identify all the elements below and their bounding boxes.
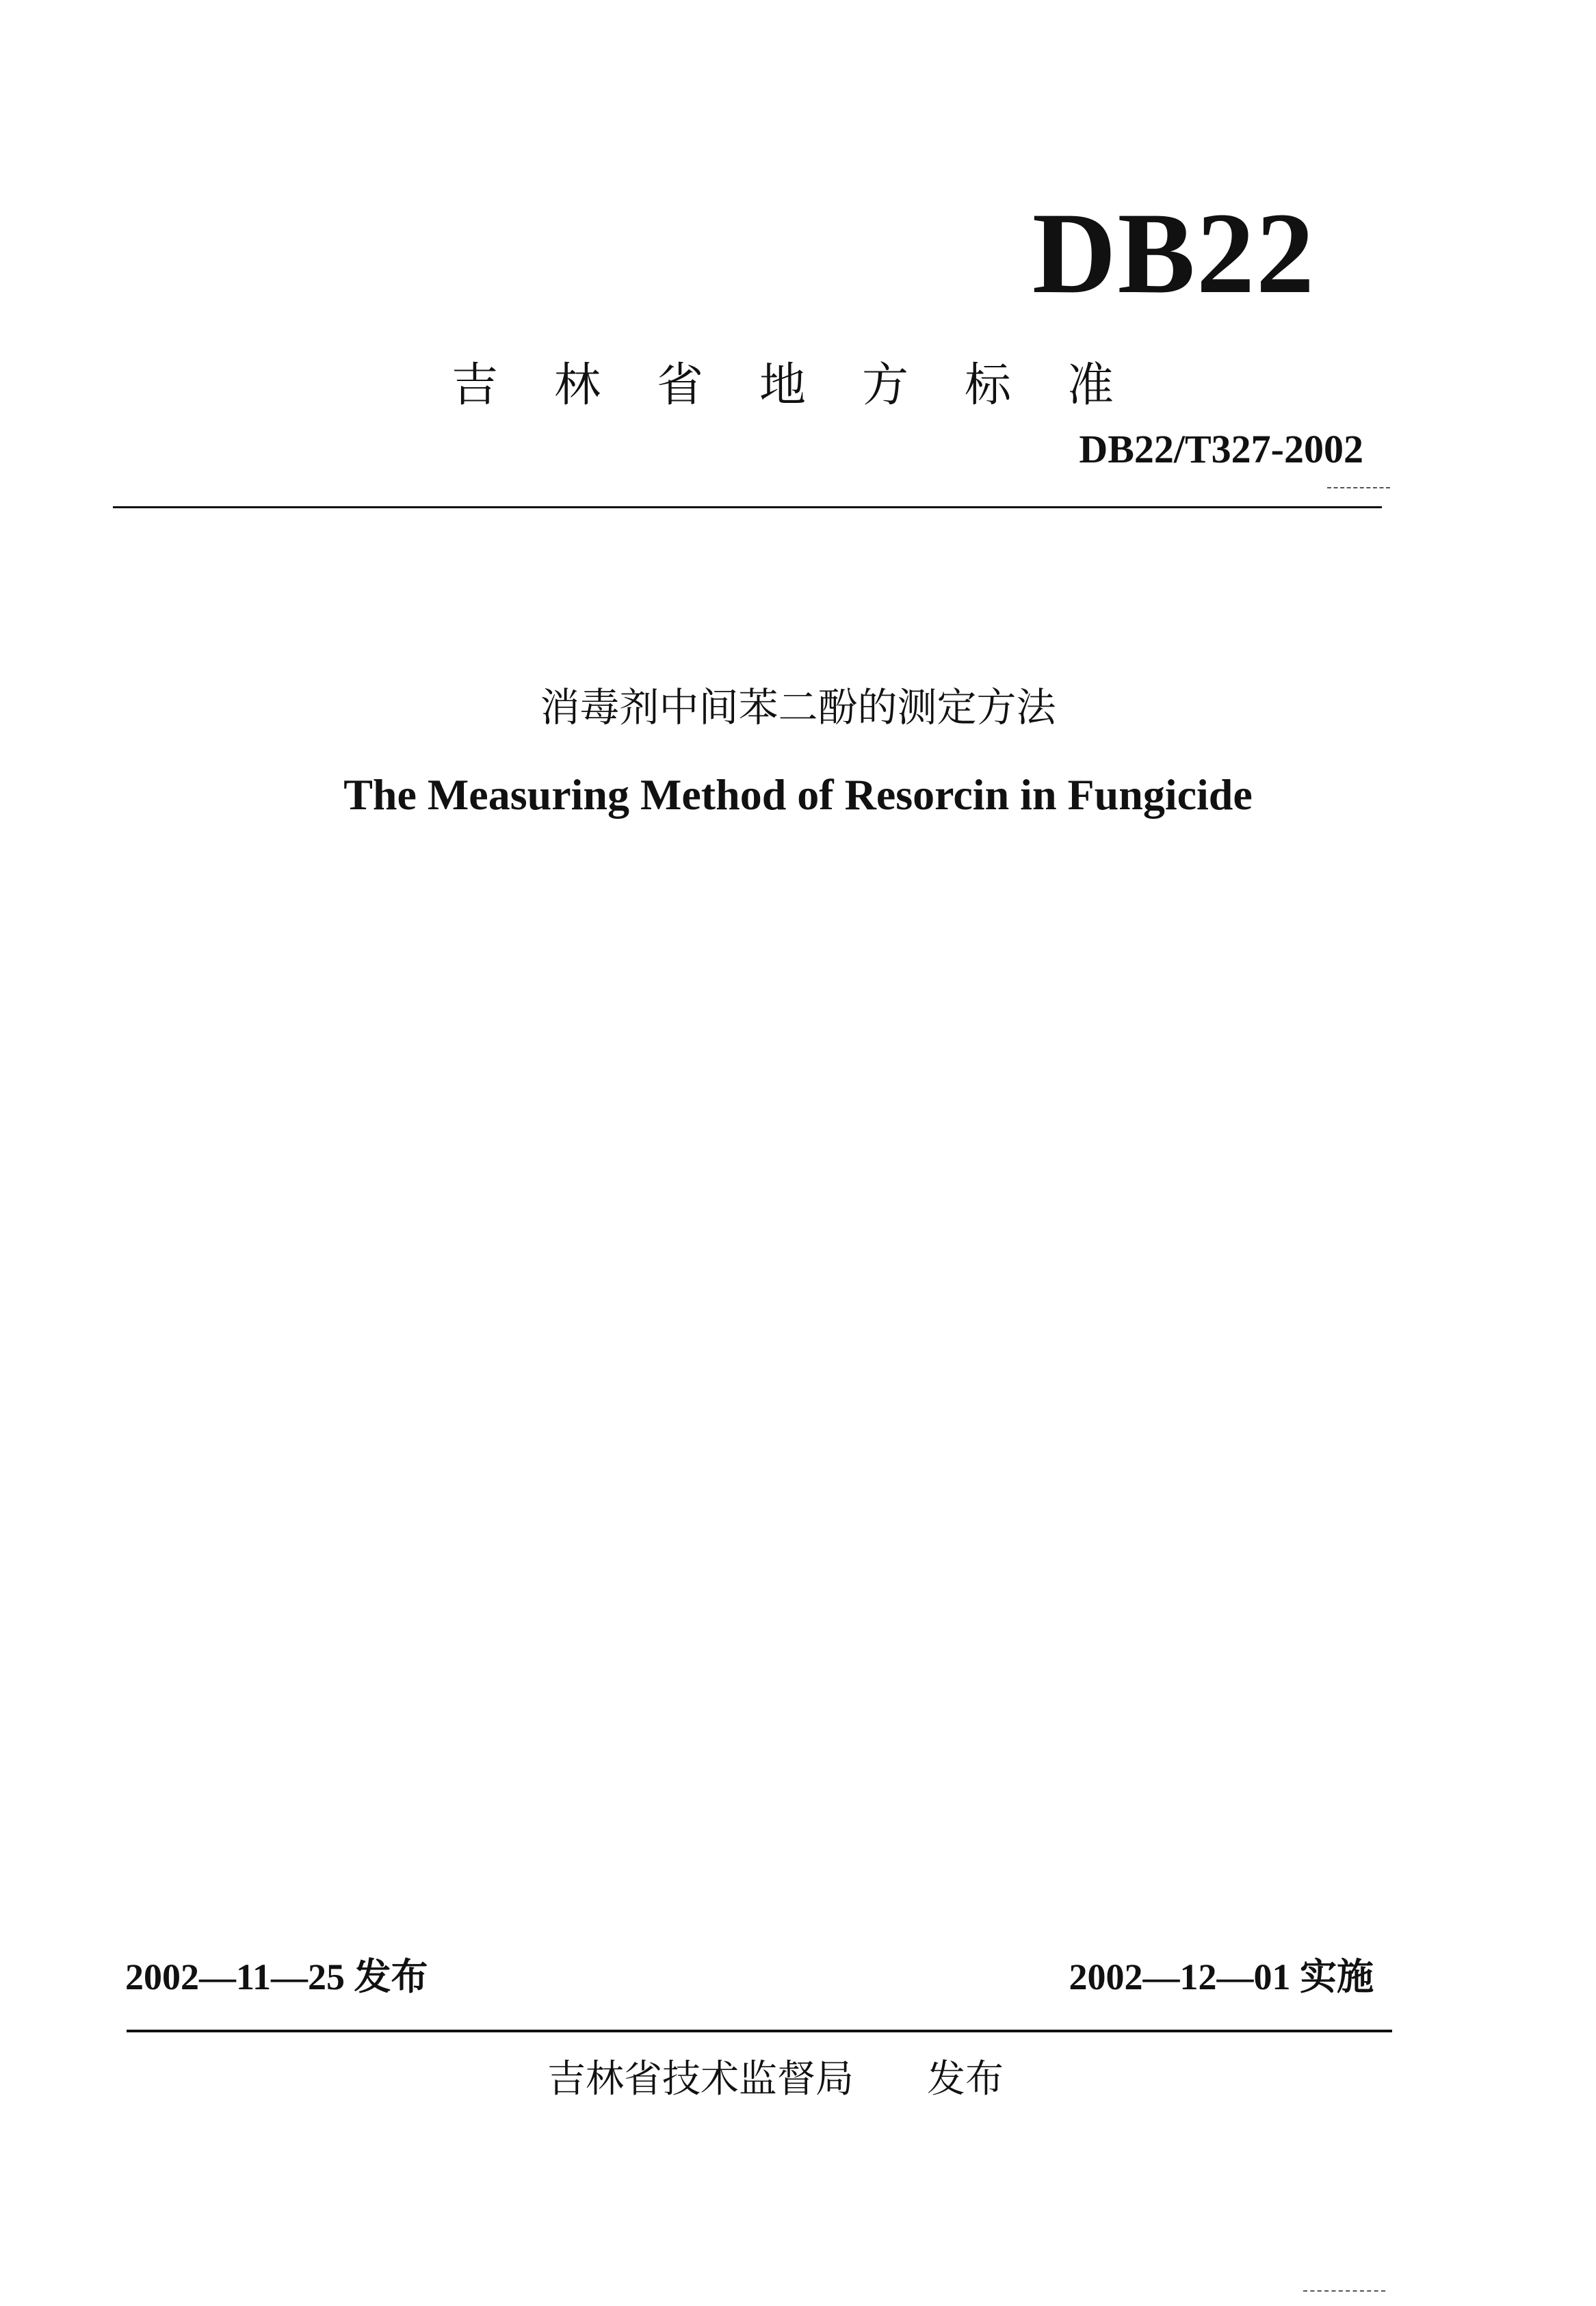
footer-divider	[127, 2030, 1392, 2032]
issuing-action: 发布	[927, 2057, 1004, 2101]
issue-date: 2002—11—25 发布	[125, 1956, 428, 1997]
standard-number: DB22/T327-2002	[1079, 427, 1363, 471]
header-divider	[113, 506, 1382, 508]
scan-artifact-dash	[1303, 2290, 1385, 2292]
document-title-chinese: 消毒剂中间苯二酚的测定方法	[540, 684, 1056, 731]
standard-code-heading: DB22	[1032, 189, 1316, 317]
standard-type-label: 吉林省地方标准	[452, 358, 1170, 412]
document-title-english: The Measuring Method of Resorcin in Fungicide	[343, 770, 1253, 819]
issuing-authority: 吉林省技术监督局	[547, 2057, 854, 2101]
scan-artifact-dash	[1327, 487, 1390, 488]
effective-date: 2002—12—01 实施	[1069, 1956, 1374, 1997]
